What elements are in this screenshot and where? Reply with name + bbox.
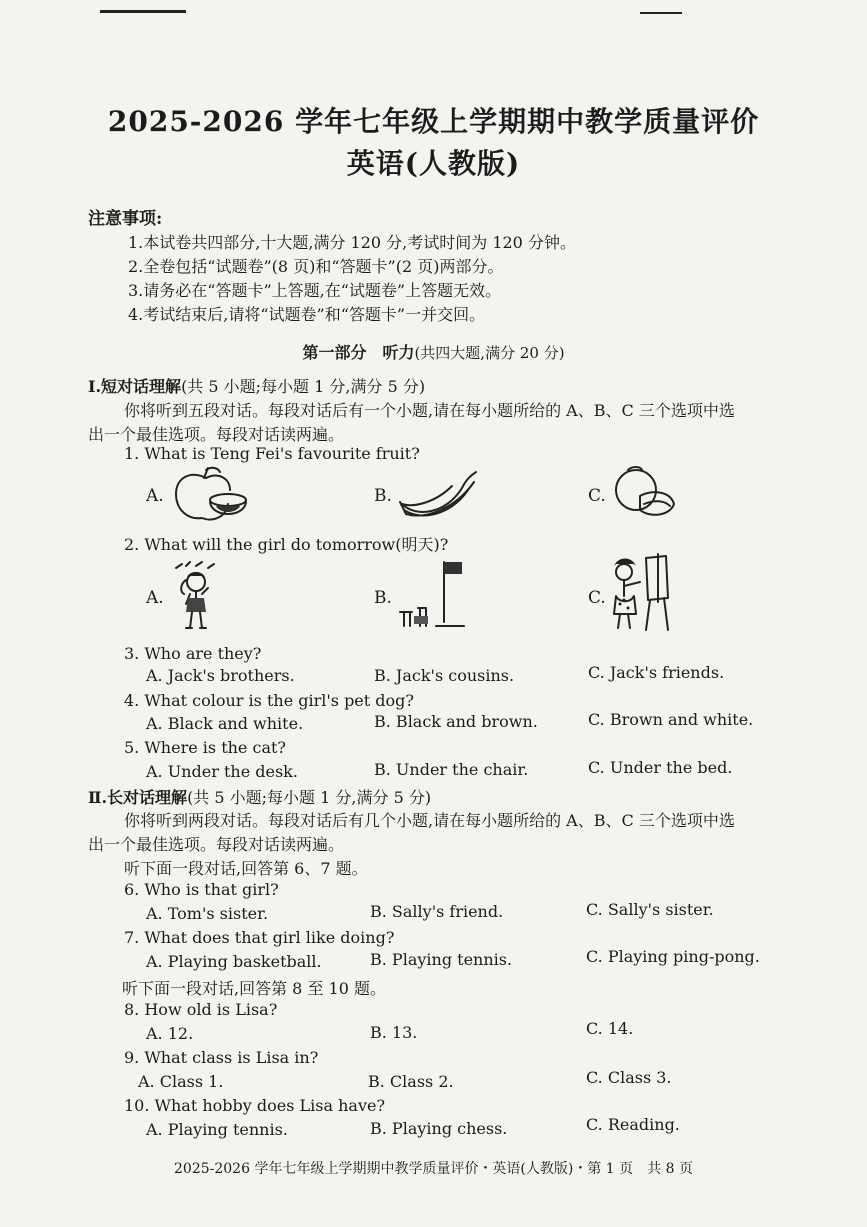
- note-item: 1.本试卷共四部分,十大题,满分 120 分,考试时间为 120 分钟。: [128, 233, 576, 252]
- instruction-line: 出一个最佳选项。每段对话读两遍。: [88, 425, 345, 444]
- option-b: B. Black and brown.: [374, 712, 538, 731]
- option-c: C. Under the bed.: [588, 758, 733, 777]
- option-c: C. Class 3.: [586, 1068, 672, 1087]
- option-a: A. Black and white.: [146, 714, 304, 733]
- option-b: B. Playing chess.: [370, 1119, 508, 1138]
- question-4: 4. What colour is the girl's pet dog?: [124, 691, 414, 710]
- orange-icon: [610, 464, 680, 522]
- sub-instruction: 听下面一段对话,回答第 8 至 10 题。: [122, 979, 386, 998]
- banana-icon: [396, 468, 482, 520]
- option-c: C. Brown and white.: [588, 710, 754, 729]
- section-heading: [88, 374, 425, 397]
- option-label: B.: [374, 588, 392, 608]
- option-c: C. Playing ping-pong.: [586, 947, 760, 966]
- question-6: 6. Who is that girl?: [124, 880, 279, 899]
- option-b: B. Class 2.: [368, 1072, 454, 1091]
- option-b: B. Playing tennis.: [370, 950, 513, 969]
- part-heading: [0, 340, 867, 363]
- part-detail: (共四大题,满分 20 分): [414, 344, 565, 362]
- question-1: 1. What is Teng Fei's favourite fruit?: [124, 444, 420, 463]
- note-item: 2.全卷包括“试题卷”(8 页)和“答题卡”(2 页)两部分。: [128, 257, 504, 276]
- page-footer: 2025-2026 学年七年级上学期期中教学质量评价・英语(人教版)・第 1 页 共 8 页: [174, 1161, 693, 1177]
- option-label: C.: [588, 588, 606, 608]
- question-2: 2. What will the girl do tomorrow(明天)?: [124, 535, 449, 554]
- section-title: Ⅱ.长对话理解: [88, 788, 188, 807]
- question-8: 8. How old is Lisa?: [124, 1000, 278, 1019]
- note-item: 3.请务必在“答题卡”上答题,在“试题卷”上答题无效。: [128, 281, 502, 300]
- option-a: A. Tom's sister.: [146, 904, 269, 923]
- option-a: A. 12.: [146, 1024, 194, 1043]
- apple-icon: [168, 464, 250, 526]
- option-c: C. Sally's sister.: [586, 900, 714, 919]
- scan-mark-right: [640, 12, 682, 14]
- section-heading: [88, 785, 431, 808]
- section-title: Ⅰ.短对话理解: [88, 377, 182, 396]
- option-label: B.: [374, 486, 392, 506]
- part-title: 第一部分 听力: [302, 343, 415, 362]
- flag-raising-icon: [396, 556, 468, 632]
- instruction-line: 你将听到五段对话。每段对话后有一个小题,请在每小题所给的 A、B、C 三个选项中选: [124, 401, 735, 420]
- option-b: B. Sally's friend.: [370, 902, 504, 921]
- option-label: A.: [146, 588, 164, 608]
- option-a: A. Playing basketball.: [146, 952, 322, 971]
- option-a: A. Playing tennis.: [146, 1120, 288, 1139]
- girl-painting-icon: [606, 552, 672, 634]
- option-label: C.: [588, 486, 606, 506]
- option-a: A. Class 1.: [138, 1072, 224, 1091]
- section-detail: (共 5 小题;每小题 1 分,满分 5 分): [181, 377, 426, 396]
- exam-title: 2025-2026 学年七年级上学期期中教学质量评价: [107, 105, 760, 138]
- option-c: C. Reading.: [586, 1115, 680, 1134]
- option-c: C. Jack's friends.: [588, 663, 725, 682]
- option-label: A.: [146, 486, 164, 506]
- option-a: A. Under the desk.: [146, 762, 298, 781]
- question-10: 10. What hobby does Lisa have?: [124, 1096, 386, 1115]
- question-7: 7. What does that girl like doing?: [124, 928, 395, 947]
- question-9: 9. What class is Lisa in?: [124, 1048, 319, 1067]
- sub-instruction: 听下面一段对话,回答第 6、7 题。: [124, 859, 368, 878]
- option-b: B. Under the chair.: [374, 760, 529, 779]
- question-3: 3. Who are they?: [124, 644, 262, 663]
- notes-heading: 注意事项:: [88, 209, 163, 229]
- option-a: A. Jack's brothers.: [146, 666, 295, 685]
- scan-mark-left: [100, 10, 186, 13]
- instruction-line: 出一个最佳选项。每段对话读两遍。: [88, 835, 345, 854]
- note-item: 4.考试结束后,请将“试题卷”和“答题卡”一并交回。: [128, 305, 486, 324]
- girl-singing-icon: [172, 558, 228, 634]
- exam-subtitle: 英语(人教版): [346, 147, 521, 180]
- question-5: 5. Where is the cat?: [124, 738, 286, 757]
- instruction-line: 你将听到两段对话。每段对话后有几个小题,请在每小题所给的 A、B、C 三个选项中选: [124, 811, 735, 830]
- option-b: B. Jack's cousins.: [374, 666, 515, 685]
- option-c: C. 14.: [586, 1019, 634, 1038]
- section-detail: (共 5 小题;每小题 1 分,满分 5 分): [187, 788, 432, 807]
- option-b: B. 13.: [370, 1023, 418, 1042]
